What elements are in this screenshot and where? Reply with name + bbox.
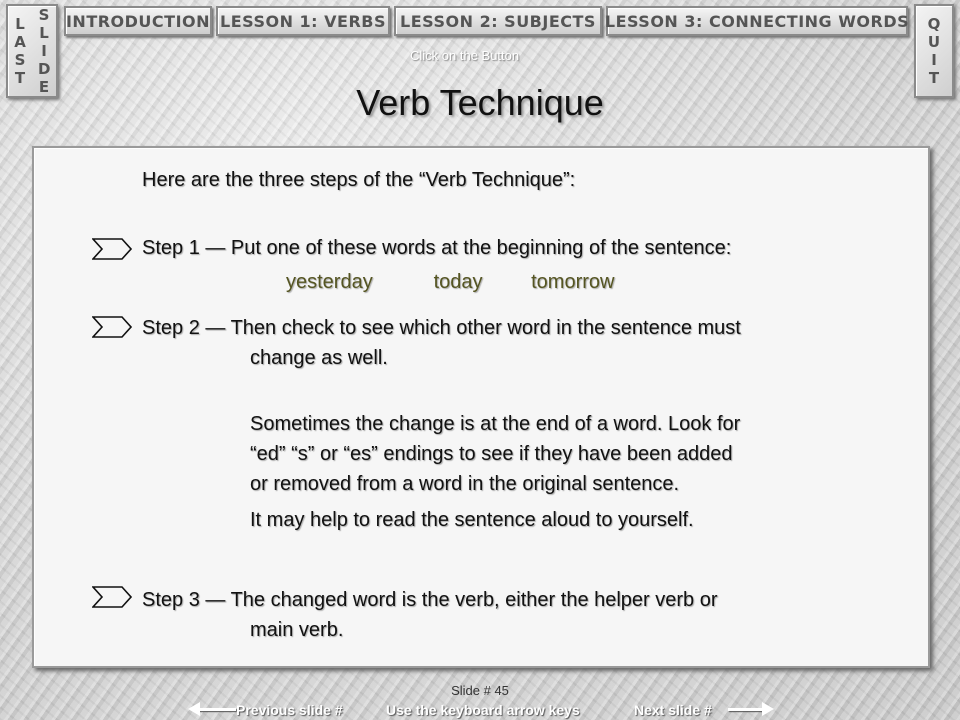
page-title: Verb Technique	[356, 82, 604, 123]
slide-letter: L	[39, 24, 49, 42]
footer-nav	[0, 702, 960, 720]
next-arrow-icon	[728, 708, 764, 711]
keyboard-hint: Use the keyboard arrow keys	[386, 702, 580, 718]
tab-introduction[interactable]: INTRODUCTION	[64, 6, 212, 36]
tab-lesson-2-subjects[interactable]: LESSON 2: SUBJECTS	[394, 6, 602, 36]
step3-text-line1: Step 3 — The changed word is the verb, either the helper verb or	[142, 589, 718, 611]
slide-letter: D	[38, 60, 51, 78]
quit-letter: I	[931, 51, 937, 69]
tab-lesson-1-verbs[interactable]: LESSON 1: VERBS	[216, 6, 390, 36]
word-today: today	[433, 271, 483, 293]
slide-letter: S	[38, 6, 50, 24]
quit-letter: U	[927, 33, 941, 51]
explanation-line4: It may help to read the sentence aloud to yourself.	[250, 509, 694, 531]
time-words	[286, 270, 614, 294]
last-letter: S	[14, 51, 26, 69]
explanation-line2: “ed” “s” or “es” endings to see if they have been added	[250, 443, 733, 465]
step3-text-line2: main verb.	[250, 619, 344, 641]
previous-slide-link[interactable]: Previous slide #	[236, 702, 343, 718]
word-tomorrow: tomorrow	[531, 271, 615, 293]
click-hint: Click on the Button	[410, 48, 520, 63]
step2-text-line2: change as well.	[250, 347, 388, 369]
slide-letter: E	[38, 78, 50, 96]
explanation-line1: Sometimes the change is at the end of a word. Look for	[250, 413, 741, 435]
quit-letter: T	[928, 69, 940, 87]
content-panel	[32, 146, 930, 668]
last-letter: A	[14, 33, 26, 51]
step3-arrow-icon	[92, 586, 132, 608]
word-yesterday: yesterday	[286, 271, 373, 293]
last-letter: L	[15, 15, 25, 33]
step2-arrow-icon	[92, 316, 132, 338]
next-arrowhead-icon	[762, 702, 774, 716]
intro-text: Here are the three steps of the “Verb Technique”:	[142, 169, 576, 191]
slide-number: Slide # 45	[451, 683, 509, 698]
last-letter: T	[14, 69, 26, 87]
step1-arrow-icon	[92, 238, 132, 260]
slide-letter: I	[41, 42, 47, 60]
step2-text-line1: Step 2 — Then check to see which other word in the sentence must	[142, 317, 741, 339]
next-slide-link[interactable]: Next slide #	[634, 702, 712, 718]
step1-text: Step 1 — Put one of these words at the beginning of the sentence:	[142, 237, 732, 259]
tab-lesson-3-connecting-words[interactable]: LESSON 3: CONNECTING WORDS	[606, 6, 908, 36]
explanation-line3: or removed from a word in the original sentence.	[250, 473, 680, 495]
quit-letter: Q	[927, 15, 941, 33]
